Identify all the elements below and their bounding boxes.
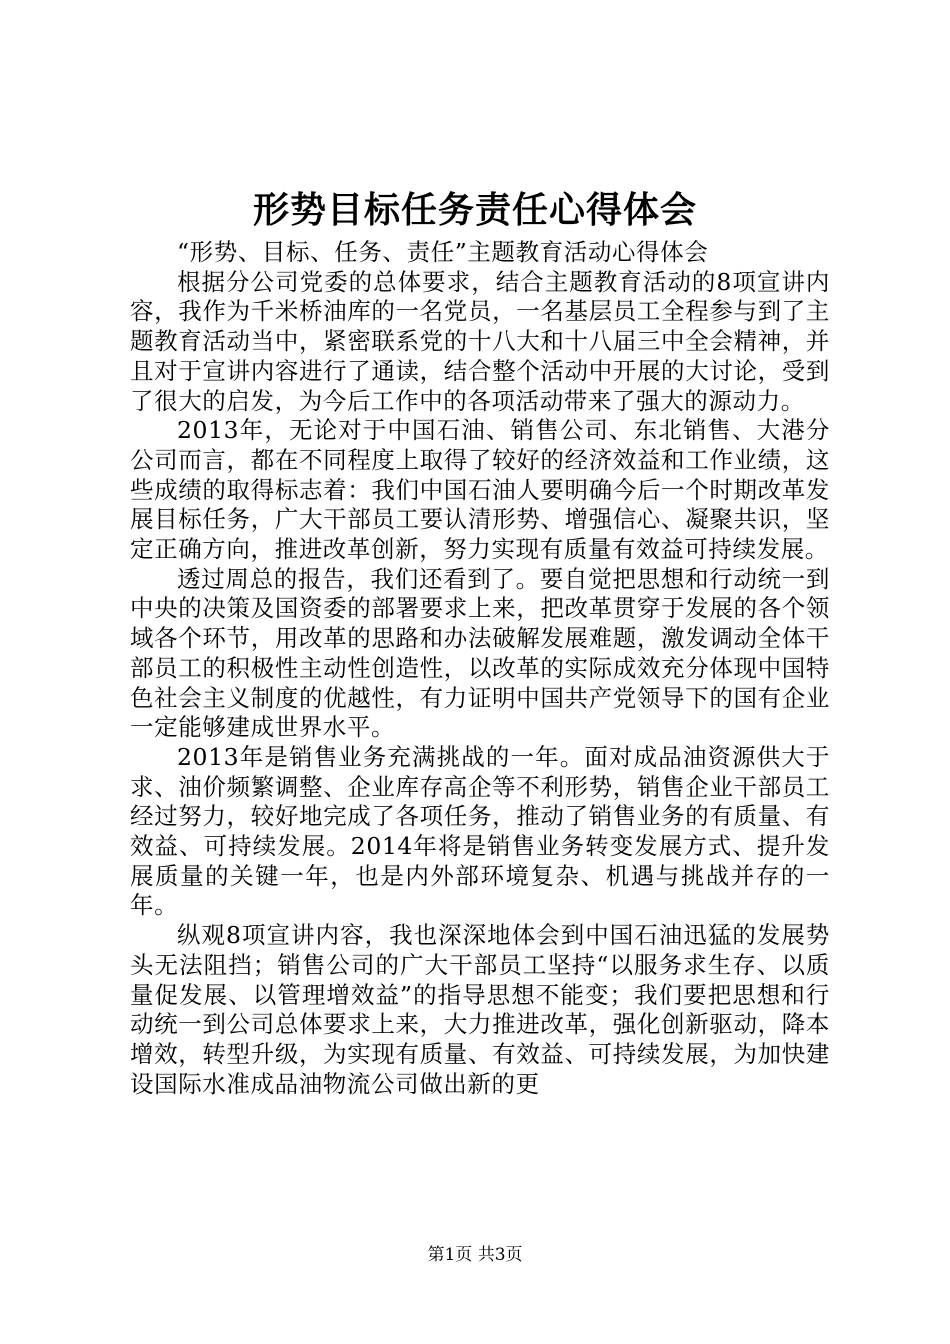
paragraph: 2013年，无论对于中国石油、销售公司、东北销售、大港分公司而言，都在不同程度上取得了较好的经济效益和工作业绩，这些成绩的取得标志着：我们中国石油人要明确今后一个时期改革发展目标任务，广大干部员工要认清形势、增强信心、凝聚共识，坚定正确方向，推进改革创新，努力实现有质量有效益可持续发展。 xyxy=(130,416,830,564)
document-subtitle: “形势、目标、任务、责任”主题教育活动心得体会 xyxy=(177,238,709,266)
page-footer: 第1页 共3页 xyxy=(427,1245,523,1265)
document-title: 形势目标任务责任心得体会 xyxy=(252,189,697,231)
paragraph: 根据分公司党委的总体要求，结合主题教育活动的8项宣讲内容，我作为千米桥油库的一名党员，一名基层员工全程参与到了主题教育活动当中，紧密联系党的十八大和十八届三中全会精神，并且对于宣讲内容进行了通读，结合整个活动中开展的大讨论，受到了很大的启发，为今后工作中的各项活动带来了强大的源动力。 xyxy=(130,267,830,415)
document-body xyxy=(130,238,830,1099)
paragraph: 2013年是销售业务充满挑战的一年。面对成品油资源供大于求、油价频繁调整、企业库存高企等不利形势，销售企业干部员工经过努力，较好地完成了各项任务，推动了销售业务的有质量、有效益、可持续发展。2014年将是销售业务转变发展方式、提升发展质量的关键一年，也是内外部环境复杂、机遇与挑战并存的一年。 xyxy=(130,742,830,920)
paragraph: 纵观8项宣讲内容，我也深深地体会到中国石油迅猛的发展势头无法阻挡；销售公司的广大干部员工坚持“以服务求生存、以质量促发展、以管理增效益”的指导思想不能变；我们要把思想和行动统一到公司总体要求上来，大力推进改革，强化创新驱动，降本增效，转型升级，为实现有质量、有效益、可持续发展，为加快建设国际水准成品油物流公司做出新的更 xyxy=(130,921,830,1098)
paragraph: 透过周总的报告，我们还看到了。要自觉把思想和行动统一到中央的决策及国资委的部署要求上来，把改革贯穿于发展的各个领域各个环节，用改革的思路和办法破解发展难题，激发调动全体干部员工的积极性主动性创造性，以改革的实际成效充分体现中国特色社会主义制度的优越性，有力证明中国共产党领导下的国有企业一定能够建成世界水平。 xyxy=(130,564,830,742)
